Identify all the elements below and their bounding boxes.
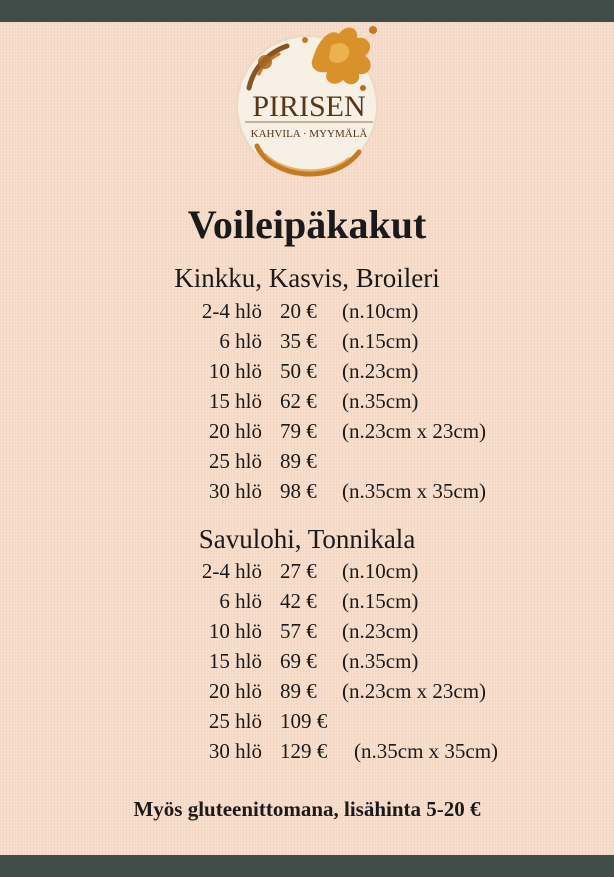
price-list [0,296,614,506]
dimension-note: (n.10cm) [342,559,419,583]
price-row [0,356,614,386]
price-value: 109 € [280,709,328,733]
dimension-note: (n.35cm) [342,649,419,673]
price-value: 42 € [280,589,317,613]
price-row [0,416,614,446]
price-row [0,676,614,706]
size-label: 2-4 hlö [201,299,262,323]
price-value: 98 € [280,479,317,503]
size-label: 20 hlö [208,419,262,443]
logo-name: PIRISEN [252,90,366,123]
dimension-note: (n.35cm x 35cm) [342,479,487,503]
size-label: 30 hlö [208,479,262,503]
dimension-note: (n.15cm) [342,329,419,353]
price-row [0,556,614,586]
price-row [0,586,614,616]
size-label: 2-4 hlö [201,559,262,583]
size-label: 10 hlö [208,359,262,383]
dimension-note: (n.10cm) [342,299,419,323]
price-value: 89 € [280,679,317,703]
price-value: 129 € [280,739,328,763]
section-title: Kinkku, Kasvis, Broileri [174,263,440,293]
price-row [0,616,614,646]
gluten-free-note: Myös gluteenittomana, lisähinta 5-20 € [133,797,481,821]
dimension-note: (n.23cm) [342,359,419,383]
size-label: 30 hlö [208,739,262,763]
dimension-note: (n.23cm x 23cm) [342,419,487,443]
coffee-stain-logo-icon [235,18,383,188]
bottom-bar [0,855,614,877]
size-label: 25 hlö [208,449,262,473]
price-row [0,736,614,766]
size-label: 15 hlö [208,649,262,673]
price-value: 20 € [280,299,317,323]
price-value: 89 € [280,449,317,473]
size-label: 20 hlö [208,679,262,703]
dimension-note: (n.23cm x 23cm) [342,679,487,703]
price-value: 57 € [280,619,317,643]
size-label: 6 hlö [219,329,262,353]
price-row [0,296,614,326]
price-row [0,386,614,416]
dimension-note: (n.15cm) [342,589,419,613]
size-label: 10 hlö [208,619,262,643]
size-label: 25 hlö [208,709,262,733]
size-label: 6 hlö [219,589,262,613]
page-title: Voileipäkakut [187,202,427,247]
dimension-note: (n.35cm x 35cm) [354,739,499,763]
price-value: 69 € [280,649,317,673]
price-row [0,476,614,506]
price-row [0,646,614,676]
logo-subtitle: KAHVILA · MYYMÄLÄ [250,128,368,140]
price-row [0,326,614,356]
price-value: 79 € [280,419,317,443]
price-row [0,446,614,476]
size-label: 15 hlö [208,389,262,413]
price-row [0,706,614,736]
section-title: Savulohi, Tonnikala [198,524,416,554]
price-value: 62 € [280,389,317,413]
dimension-note: (n.23cm) [342,619,419,643]
price-list [0,556,614,766]
dimension-note: (n.35cm) [342,389,419,413]
price-value: 27 € [280,559,317,583]
price-value: 35 € [280,329,317,353]
price-value: 50 € [280,359,317,383]
pirisen-logo [235,18,383,188]
